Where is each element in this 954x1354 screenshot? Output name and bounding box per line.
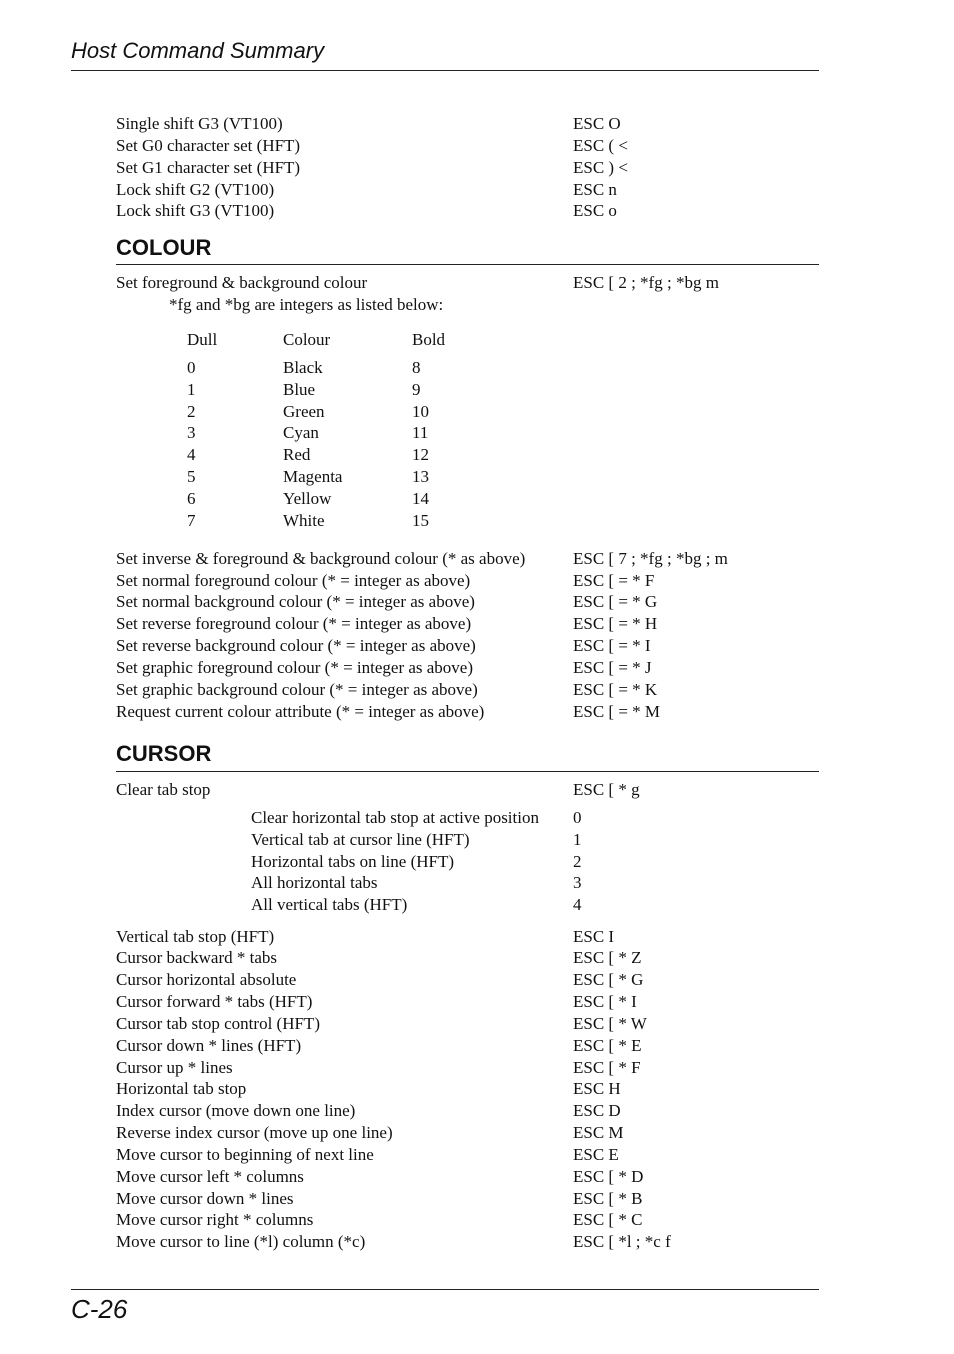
command-code: ESC E: [573, 1145, 619, 1164]
command-code: ESC M: [573, 1123, 624, 1142]
bold-value: 9: [412, 380, 421, 399]
colour-name: Cyan: [283, 423, 319, 442]
command-code: ESC ( <: [573, 136, 628, 155]
tab-option-code: 1: [573, 830, 582, 849]
command-code: ESC [ * W: [573, 1014, 647, 1033]
page-header-title: Host Command Summary: [71, 38, 325, 63]
header-divider: [71, 70, 819, 71]
command-code: ESC [ * F: [573, 1058, 641, 1077]
column-header-colour: Colour: [283, 330, 331, 349]
command-code: ESC [ * G: [573, 970, 644, 989]
command-description: Set G0 character set (HFT): [116, 136, 301, 155]
bold-value: 12: [412, 445, 429, 464]
command-code: ESC D: [573, 1101, 621, 1120]
command-description: Cursor forward * tabs (HFT): [116, 992, 313, 1011]
dull-value: 0: [187, 358, 196, 377]
command-description: Set reverse background colour (* = integer as above): [116, 636, 476, 655]
command-description: Move cursor to line (*l) column (*c): [116, 1232, 366, 1251]
dull-value: 7: [187, 511, 196, 530]
tab-option-description: All vertical tabs (HFT): [251, 895, 408, 914]
command-code: ESC [ = * I: [573, 636, 651, 655]
dull-value: 1: [187, 380, 196, 399]
command-description: Reverse index cursor (move up one line): [116, 1123, 393, 1142]
command-code: ESC [ * I: [573, 992, 637, 1011]
command-code: ESC [ * C: [573, 1210, 643, 1229]
command-code: ESC [ = * K: [573, 680, 658, 699]
bold-value: 15: [412, 511, 429, 530]
dull-value: 6: [187, 489, 196, 508]
colour-name: White: [283, 511, 325, 530]
colour-name: Green: [283, 402, 325, 421]
command-description: Lock shift G2 (VT100): [116, 180, 275, 199]
tab-option-description: Horizontal tabs on line (HFT): [251, 852, 455, 871]
bold-value: 8: [412, 358, 421, 377]
command-description: Single shift G3 (VT100): [116, 114, 283, 133]
bold-value: 10: [412, 402, 429, 421]
footer-divider: [71, 1289, 819, 1290]
command-code: ESC [ * B: [573, 1189, 643, 1208]
command-code: ESC [ *l ; *c f: [573, 1232, 671, 1251]
command-description: Set reverse foreground colour (* = integer as above): [116, 614, 472, 633]
colour-name: Blue: [283, 380, 316, 399]
command-description: Set inverse & foreground & background colour (* as above): [116, 549, 526, 568]
dull-value: 4: [187, 445, 196, 464]
dull-value: 5: [187, 467, 196, 486]
colour-note: *fg and *bg are integers as listed below:: [169, 295, 444, 314]
section-divider: [116, 264, 819, 265]
command-code: ESC [ = * J: [573, 658, 652, 677]
dull-value: 3: [187, 423, 196, 442]
command-code: ESC [ * D: [573, 1167, 644, 1186]
tab-option-description: Vertical tab at cursor line (HFT): [251, 830, 470, 849]
command-description: Move cursor down * lines: [116, 1189, 294, 1208]
command-code: ESC I: [573, 927, 615, 946]
command-description: Move cursor right * columns: [116, 1210, 314, 1229]
colour-name: Red: [283, 445, 311, 464]
command-description: Request current colour attribute (* = integer as above): [116, 702, 485, 721]
tab-option-code: 3: [573, 873, 582, 892]
section-title-cursor: CURSOR: [116, 741, 212, 766]
dull-value: 2: [187, 402, 196, 421]
tab-option-code: 0: [573, 808, 582, 827]
page-number: C-26: [71, 1294, 128, 1324]
command-code: ESC O: [573, 114, 621, 133]
command-code: ESC [ = * H: [573, 614, 658, 633]
bold-value: 13: [412, 467, 429, 486]
command-description: Horizontal tab stop: [116, 1079, 247, 1098]
colour-name: Magenta: [283, 467, 343, 486]
column-header-bold: Bold: [412, 330, 446, 349]
command-code: ESC n: [573, 180, 617, 199]
command-description: Cursor tab stop control (HFT): [116, 1014, 320, 1033]
command-description: Cursor backward * tabs: [116, 948, 277, 967]
bold-value: 11: [412, 423, 429, 442]
command-code: ESC ) <: [573, 158, 628, 177]
command-code: ESC [ 2 ; *fg ; *bg m: [573, 273, 719, 292]
command-code: ESC [ = * F: [573, 571, 655, 590]
command-code: ESC [ * g: [573, 780, 640, 799]
command-description: Set graphic background colour (* = integer as above): [116, 680, 478, 699]
column-header-dull: Dull: [187, 330, 218, 349]
colour-name: Yellow: [283, 489, 332, 508]
command-description: Index cursor (move down one line): [116, 1101, 356, 1120]
section-divider: [116, 771, 819, 772]
command-code: ESC [ = * G: [573, 592, 658, 611]
tab-option-code: 4: [573, 895, 582, 914]
command-description: Set graphic foreground colour (* = integer as above): [116, 658, 474, 677]
colour-name: Black: [283, 358, 323, 377]
command-description: Move cursor left * columns: [116, 1167, 304, 1186]
command-description: Cursor up * lines: [116, 1058, 233, 1077]
command-code: ESC [ = * M: [573, 702, 661, 721]
command-description: Set normal foreground colour (* = integer as above): [116, 571, 471, 590]
command-description: Cursor down * lines (HFT): [116, 1036, 302, 1055]
tab-option-code: 2: [573, 852, 582, 871]
command-code: ESC H: [573, 1079, 621, 1098]
tab-option-description: Clear horizontal tab stop at active position: [251, 808, 539, 827]
command-code: ESC [ * E: [573, 1036, 642, 1055]
command-description: Set foreground & background colour: [116, 273, 368, 292]
command-code: ESC [ * Z: [573, 948, 642, 967]
tab-option-description: All horizontal tabs: [251, 873, 378, 892]
command-description: Vertical tab stop (HFT): [116, 927, 275, 946]
bold-value: 14: [412, 489, 429, 508]
section-title-colour: COLOUR: [116, 235, 212, 260]
command-description: Set G1 character set (HFT): [116, 158, 301, 177]
command-description: Cursor horizontal absolute: [116, 970, 297, 989]
command-code: ESC o: [573, 201, 617, 220]
command-description: Move cursor to beginning of next line: [116, 1145, 374, 1164]
command-code: ESC [ 7 ; *fg ; *bg ; m: [573, 549, 728, 568]
command-description: Set normal background colour (* = integer as above): [116, 592, 475, 611]
command-description: Clear tab stop: [116, 780, 211, 799]
command-description: Lock shift G3 (VT100): [116, 201, 275, 220]
